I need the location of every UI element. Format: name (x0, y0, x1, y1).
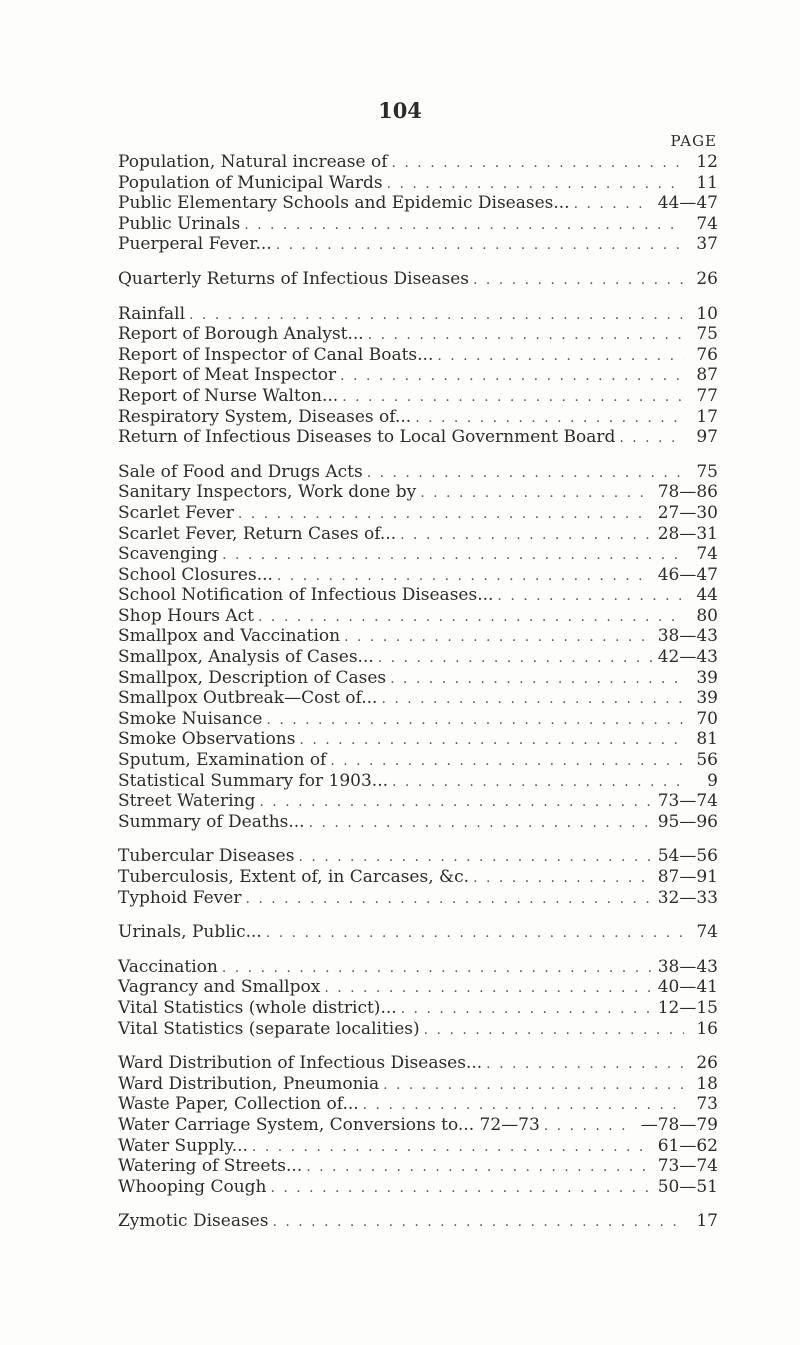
entry-page: 9 (707, 770, 718, 791)
entry-page: 87 (696, 365, 718, 386)
entry-label: Smoke Nuisance (118, 708, 263, 729)
index-entry (118, 345, 718, 366)
dot-leader (342, 387, 684, 408)
entry-label: Smallpox Outbreak—Cost of... (118, 688, 378, 709)
dot-leader (252, 1137, 652, 1158)
entry-label: Sputum, Examination of (118, 750, 327, 771)
dot-leader (238, 504, 652, 525)
dot-leader (363, 1095, 684, 1116)
entry-label: Population, Natural increase of (118, 152, 388, 172)
index-entry (118, 867, 718, 888)
index-entry (118, 668, 718, 689)
entry-page: 17 (696, 406, 718, 427)
entry-page: 44 (696, 585, 718, 606)
index-entry (118, 888, 718, 909)
entry-page: 26 (696, 1053, 718, 1074)
index-entry (118, 1094, 718, 1115)
entry-page: 75 (696, 461, 718, 482)
index-entry (118, 709, 718, 730)
dot-leader (309, 813, 652, 834)
entry-page: 80 (696, 605, 718, 626)
entry-page: 18 (696, 1073, 718, 1094)
dot-leader (299, 730, 684, 751)
index-entry (118, 386, 718, 407)
index-entry (118, 503, 718, 524)
index-entry (118, 626, 718, 647)
dot-leader (298, 847, 651, 868)
entry-page: 44—47 (657, 193, 718, 214)
dot-leader (619, 428, 684, 449)
index-entry (118, 234, 718, 255)
entry-label: Report of Nurse Walton... (118, 385, 339, 406)
entry-page: 74 (696, 213, 718, 234)
index-entry (118, 585, 718, 606)
dot-leader (367, 463, 684, 484)
index-entry (118, 846, 718, 867)
index-entry (118, 544, 718, 565)
dot-leader (189, 305, 684, 326)
index-entry (118, 922, 718, 943)
entry-page: 73—74 (657, 791, 718, 812)
entry-label: Vaccination (118, 956, 218, 977)
entry-page: 28—31 (657, 523, 718, 544)
index-entry (118, 1053, 718, 1074)
dot-leader (392, 772, 684, 793)
entry-label: Smoke Observations (118, 729, 296, 750)
entry-page: 50—51 (657, 1176, 718, 1197)
entry-label: Ward Distribution, Pneumonia (118, 1073, 380, 1094)
dot-leader (424, 1020, 684, 1041)
entry-label: Report of Borough Analyst... (118, 324, 364, 345)
index-entry (118, 1177, 718, 1198)
entry-page: 81 (696, 729, 718, 750)
entry-page: 78—86 (657, 482, 718, 503)
entry-label: Shop Hours Act (118, 605, 255, 626)
index-list (118, 152, 718, 1246)
dot-leader (437, 346, 684, 367)
index-entry (118, 173, 718, 194)
entry-label: Return of Infectious Diseases to Local Government Board (118, 427, 616, 448)
entry-page: 16 (696, 1018, 718, 1039)
dot-leader (368, 325, 684, 346)
dot-leader (222, 545, 684, 566)
entry-label: Sanitary Inspectors, Work done by (118, 482, 417, 503)
entry-label: Water Carriage System, Conversions to... 72—73 (118, 1114, 540, 1135)
entry-page: 75 (696, 324, 718, 345)
entry-label: Smallpox, Description of Cases (118, 667, 387, 688)
entry-label: Water Supply... (118, 1135, 248, 1156)
page-number: 104 (378, 98, 422, 123)
page-column-heading: PAGE (670, 132, 717, 150)
dot-leader (272, 1212, 684, 1233)
index-group (118, 269, 718, 290)
dot-leader (415, 408, 684, 429)
dot-leader (497, 586, 684, 607)
index-entry (118, 427, 718, 448)
index-group (118, 846, 718, 908)
index-entry (118, 269, 718, 290)
index-entry (118, 565, 718, 586)
dot-leader (330, 751, 684, 772)
index-entry (118, 812, 718, 833)
entry-page: 40—41 (657, 977, 718, 998)
index-entry (118, 998, 718, 1019)
index-entry (118, 482, 718, 503)
dot-leader (473, 270, 684, 291)
dot-leader (324, 978, 651, 999)
entry-label: Puerperal Fever... (118, 234, 272, 255)
entry-label: Vital Statistics (whole district)... (118, 997, 397, 1018)
entry-page: 12—15 (657, 997, 718, 1018)
entry-label: Smallpox and Vaccination (118, 626, 341, 647)
entry-page: 11 (696, 172, 718, 193)
index-entry (118, 977, 718, 998)
entry-page: 26 (696, 268, 718, 289)
entry-label: Street Watering (118, 791, 256, 812)
dot-leader (277, 566, 652, 587)
entry-label: Scarlet Fever (118, 502, 234, 523)
entry-page: 97 (696, 427, 718, 448)
dot-leader (270, 1178, 651, 1199)
entry-label: Respiratory System, Diseases of... (118, 406, 412, 427)
entry-label: Quarterly Returns of Infectious Diseases (118, 268, 469, 289)
dot-leader (574, 194, 652, 215)
index-entry (118, 606, 718, 627)
index-entry (118, 1211, 718, 1232)
index-entry (118, 1136, 718, 1157)
index-entry (118, 462, 718, 483)
dot-leader (392, 153, 685, 174)
entry-label: Waste Paper, Collection of... (118, 1094, 359, 1115)
entry-label: Watering of Streets... (118, 1156, 303, 1177)
entry-page: 73—74 (657, 1156, 718, 1177)
entry-page: 38—43 (657, 956, 718, 977)
index-entry (118, 324, 718, 345)
index-entry (118, 193, 718, 214)
index-group (118, 1211, 718, 1232)
entry-page: 37 (696, 234, 718, 255)
entry-label: Summary of Deaths... (118, 811, 305, 832)
entry-label: Zymotic Diseases (118, 1211, 269, 1232)
dot-leader (420, 483, 651, 504)
index-entry (118, 688, 718, 709)
index-entry (118, 365, 718, 386)
entry-page: 32—33 (657, 887, 718, 908)
entry-label: Sale of Food and Drugs Acts (118, 461, 363, 482)
entry-label: Report of Inspector of Canal Boats... (118, 344, 434, 365)
index-group (118, 922, 718, 943)
entry-label: Rainfall (118, 303, 186, 324)
index-entry (118, 791, 718, 812)
entry-label: Scarlet Fever, Return Cases of... (118, 523, 397, 544)
entry-label: Typhoid Fever (118, 887, 242, 908)
dot-leader (222, 958, 652, 979)
entry-page: 12 (696, 152, 718, 172)
entry-page: 74 (696, 544, 718, 565)
dot-leader (401, 999, 652, 1020)
entry-label: Vagrancy and Smallpox (118, 977, 321, 998)
index-group (118, 304, 718, 448)
dot-leader (390, 669, 684, 690)
index-group (118, 957, 718, 1039)
entry-label: Population of Municipal Wards (118, 172, 383, 193)
entry-label: Ward Distribution of Infectious Diseases... (118, 1053, 483, 1074)
index-entry (118, 152, 718, 173)
entry-page: 61—62 (657, 1135, 718, 1156)
dot-leader (544, 1116, 635, 1137)
index-entry (118, 957, 718, 978)
index-entry (118, 729, 718, 750)
index-entry (118, 647, 718, 668)
dot-leader (486, 1054, 684, 1075)
entry-label: Report of Meat Inspector (118, 365, 337, 386)
index-group (118, 462, 718, 833)
entry-page: 10 (696, 303, 718, 324)
dot-leader (266, 710, 684, 731)
dot-leader (258, 607, 684, 628)
entry-page: 95—96 (657, 811, 718, 832)
dot-leader (244, 215, 684, 236)
index-entry (118, 1019, 718, 1040)
dot-leader (400, 525, 652, 546)
entry-label: Public Elementary Schools and Epidemic Diseases... (118, 193, 570, 214)
dot-leader (306, 1157, 651, 1178)
index-entry (118, 214, 718, 235)
entry-label: School Closures... (118, 564, 273, 585)
index-entry (118, 1156, 718, 1177)
index-entry (118, 524, 718, 545)
entry-page: 70 (696, 708, 718, 729)
index-entry (118, 304, 718, 325)
entry-page: 42—43 (657, 647, 718, 668)
dot-leader (340, 366, 684, 387)
index-entry (118, 1074, 718, 1095)
entry-page: 39 (696, 667, 718, 688)
dot-leader (378, 648, 652, 669)
entry-label: Smallpox, Analysis of Cases... (118, 647, 374, 668)
index-group (118, 152, 718, 255)
index-group (118, 1053, 718, 1197)
index-entry (118, 750, 718, 771)
dot-leader (344, 627, 652, 648)
entry-page: 56 (696, 750, 718, 771)
entry-page: —78—79 (640, 1114, 718, 1135)
entry-page: 27—30 (657, 502, 718, 523)
entry-label: Public Urinals (118, 213, 241, 234)
dot-leader (266, 923, 684, 944)
entry-page: 17 (696, 1211, 718, 1232)
entry-page: 87—91 (657, 867, 718, 887)
entry-page: 77 (696, 385, 718, 406)
dot-leader (381, 689, 684, 710)
entry-page: 74 (696, 922, 718, 943)
entry-label: Tuberculosis, Extent of, in Carcases, &c. (118, 867, 470, 887)
dot-leader (276, 235, 684, 256)
entry-page: 54—56 (657, 846, 718, 867)
dot-leader (259, 792, 651, 813)
entry-page: 39 (696, 688, 718, 709)
entry-label: Whooping Cough (118, 1176, 267, 1197)
entry-label: Statistical Summary for 1903... (118, 770, 389, 791)
entry-page: 73 (696, 1094, 718, 1115)
index-entry (118, 1115, 718, 1136)
dot-leader (387, 174, 684, 195)
entry-label: Urinals, Public... (118, 922, 262, 943)
entry-label: Scavenging (118, 544, 219, 565)
entry-page: 46—47 (657, 564, 718, 585)
dot-leader (473, 868, 652, 889)
dot-leader (383, 1075, 684, 1096)
entry-label: Tubercular Diseases (118, 846, 295, 867)
dot-leader (245, 889, 651, 910)
entry-page: 38—43 (657, 626, 718, 647)
index-entry (118, 771, 718, 792)
entry-label: Vital Statistics (separate localities) (118, 1018, 420, 1039)
entry-label: School Notification of Infectious Diseases... (118, 585, 494, 606)
index-entry (118, 407, 718, 428)
entry-page: 76 (696, 344, 718, 365)
